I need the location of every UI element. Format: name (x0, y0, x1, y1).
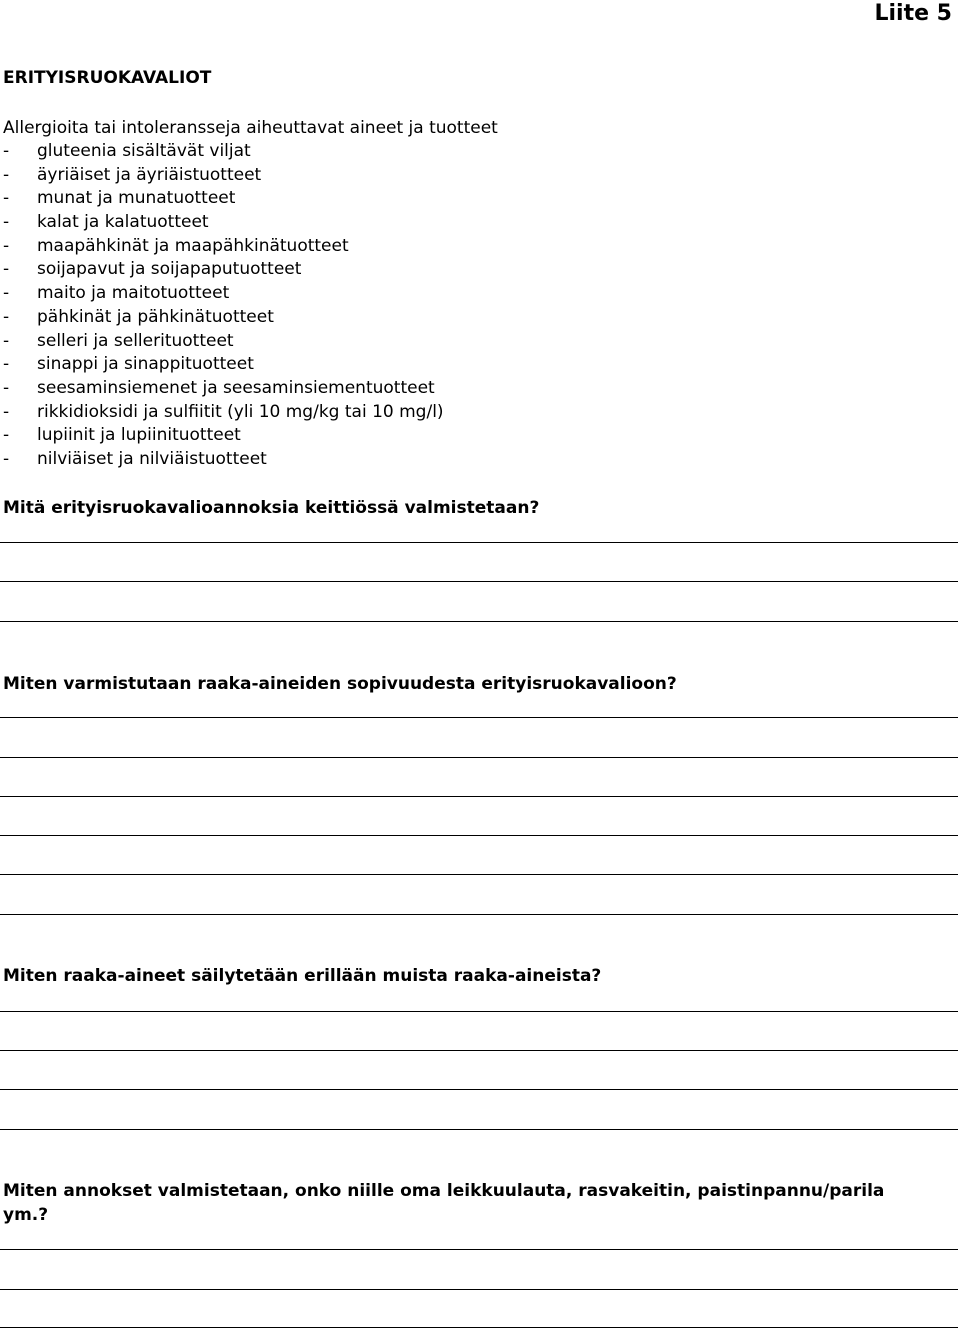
answer-line[interactable] (0, 542, 958, 543)
list-marker: - (3, 448, 10, 469)
list-marker: - (3, 425, 10, 446)
question-ingredient-storage: Miten raaka-aineet säilytetään erillään muista raaka-aineista? (3, 966, 602, 986)
list-item-text: soijapavut ja soijapaputuotteet (37, 259, 302, 280)
list-item (3, 235, 444, 259)
appendix-label: Liite 5 (874, 1, 952, 26)
answer-line[interactable] (0, 1129, 958, 1130)
list-item (3, 187, 444, 211)
answer-line[interactable] (0, 796, 958, 797)
list-item-text: sinappi ja sinappituotteet (37, 354, 254, 375)
list-item (3, 211, 444, 235)
answer-line[interactable] (0, 1289, 958, 1290)
list-item-text: pähkinät ja pähkinätuotteet (37, 306, 274, 327)
list-item (3, 353, 444, 377)
list-marker: - (3, 259, 10, 280)
list-marker: - (3, 354, 10, 375)
list-item (3, 377, 444, 401)
list-marker: - (3, 377, 10, 398)
list-marker: - (3, 283, 10, 304)
answer-line[interactable] (0, 835, 958, 836)
answer-line[interactable] (0, 717, 958, 718)
answer-line[interactable] (0, 581, 958, 582)
list-item-text: gluteenia sisältävät viljat (37, 141, 251, 161)
answer-line[interactable] (0, 1050, 958, 1051)
list-item (3, 164, 444, 188)
list-marker: - (3, 164, 10, 185)
answer-line[interactable] (0, 621, 958, 622)
list-item-text: äyriäiset ja äyriäistuotteet (37, 164, 262, 185)
answer-line[interactable] (0, 1011, 958, 1012)
answer-line[interactable] (0, 1249, 958, 1250)
answer-line[interactable] (0, 914, 958, 915)
list-item-text: rikkidioksidi ja sulfiitit (yli 10 mg/kg tai 10 mg/l) (37, 401, 444, 422)
list-item-text: seesaminsiemenet ja seesaminsiementuotteet (37, 377, 435, 398)
allergen-list (3, 140, 444, 472)
list-item (3, 448, 444, 472)
list-marker: - (3, 235, 10, 256)
list-marker: - (3, 306, 10, 327)
list-item (3, 140, 444, 164)
list-marker: - (3, 188, 10, 209)
list-item-text: nilviäiset ja nilviäistuotteet (37, 448, 267, 469)
list-item-text: maapähkinät ja maapähkinätuotteet (37, 235, 349, 256)
answer-line[interactable] (0, 1089, 958, 1090)
allergen-intro: Allergioita tai intoleransseja aiheuttavat aineet ja tuotteet (3, 118, 498, 138)
list-item-text: kalat ja kalatuotteet (37, 212, 209, 233)
list-item-text: maito ja maitotuotteet (37, 283, 230, 304)
list-item-text: lupiinit ja lupiinituotteet (37, 425, 241, 446)
list-item (3, 424, 444, 448)
question-ingredient-suitability: Miten varmistutaan raaka-aineiden sopivuudesta erityisruokavalioon? (3, 674, 677, 694)
answer-line[interactable] (0, 874, 958, 875)
list-item-text: selleri ja sellerituotteet (37, 330, 234, 351)
answer-line[interactable] (0, 757, 958, 758)
list-item (3, 306, 444, 330)
list-marker: - (3, 212, 10, 233)
list-marker: - (3, 401, 10, 422)
question-preparation-equipment: Miten annokset valmistetaan, onko niille oma leikkuulauta, rasvakeitin, paistinpannu/parila ym.? (3, 1181, 885, 1225)
list-item (3, 401, 444, 425)
list-item-text: munat ja munatuotteet (37, 188, 236, 209)
list-item (3, 282, 444, 306)
list-item (3, 330, 444, 354)
list-marker: - (3, 330, 10, 351)
question-special-diet-portions: Mitä erityisruokavalioannoksia keittiössä valmistetaan? (3, 498, 540, 518)
list-item (3, 258, 444, 282)
answer-line[interactable] (0, 1327, 958, 1328)
list-marker: - (3, 141, 10, 161)
document-title: ERITYISRUOKAVALIOT (3, 68, 212, 88)
